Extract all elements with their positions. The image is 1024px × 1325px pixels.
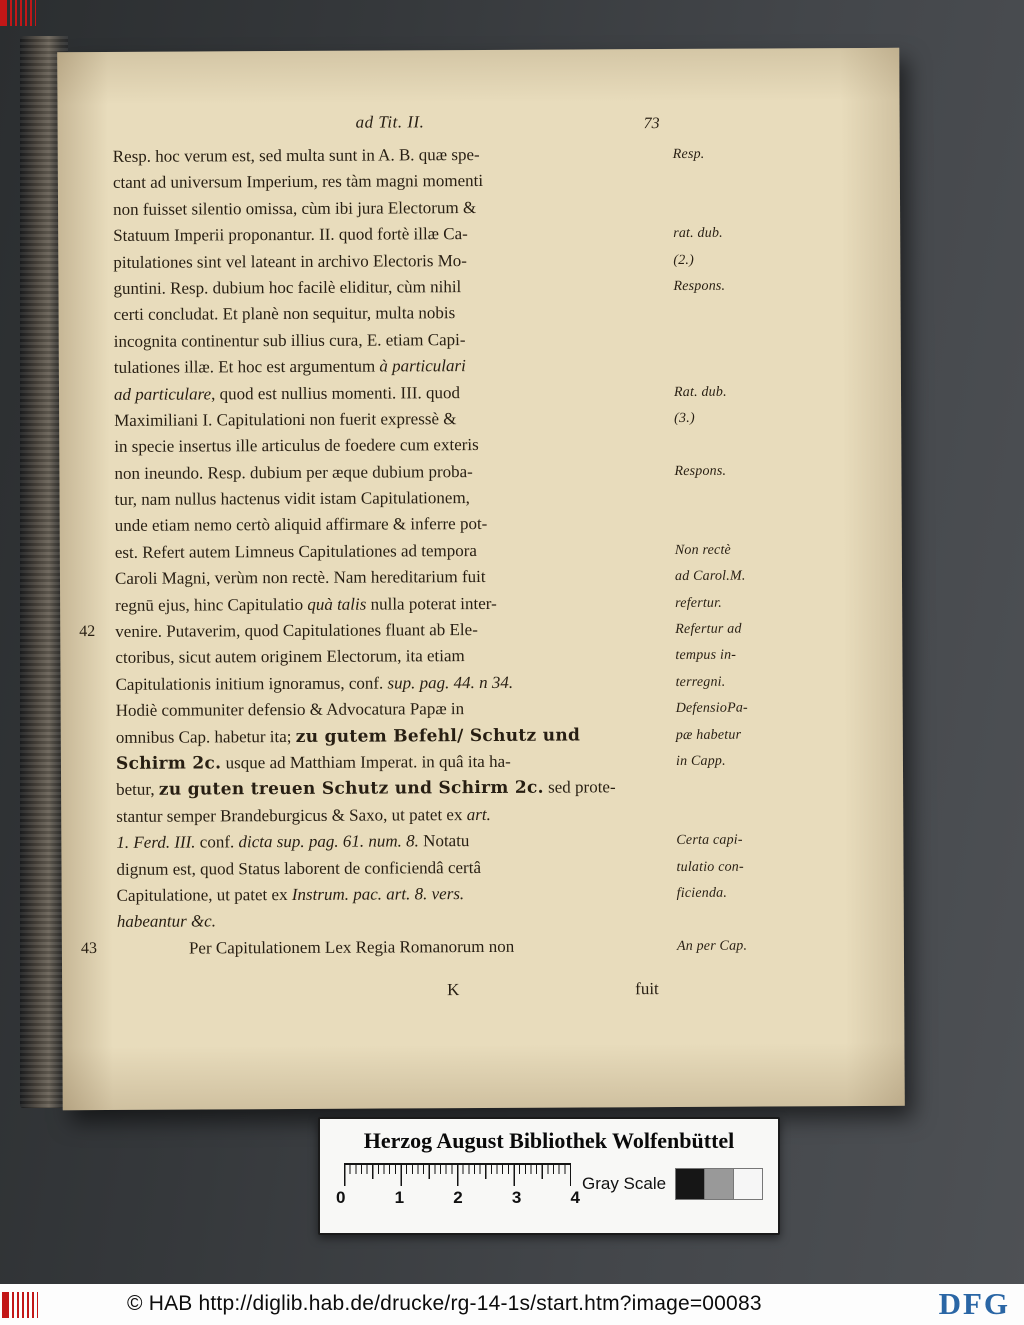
gray-scale-swatch	[733, 1168, 763, 1200]
margin-note: ad Carol.M.	[674, 568, 746, 585]
text-line	[114, 537, 732, 566]
text-line	[116, 880, 728, 909]
line-text: dignum est, quod Status laborent de conficiendâ certâ	[116, 857, 482, 879]
catchword: fuit	[635, 979, 659, 999]
line-text: est. Refert autem Limneus Capitulationes ad tempora	[114, 540, 477, 562]
gray-scale-block	[582, 1168, 763, 1200]
line-text: betur, zu guten treuen Schutz und Schirm 2c. sed prote-	[116, 777, 616, 801]
margin-note: ficienda.	[676, 885, 728, 901]
margin-line-number: 42	[79, 623, 96, 641]
text-line	[114, 458, 727, 487]
line-text: venire. Putaverim, quod Capitulationes fluant ab Ele-	[115, 620, 478, 641]
copyright-url: © HAB http://diglib.hab.de/drucke/rg-14-1s/start.htm?image=00083	[127, 1292, 762, 1315]
line-text: incognita continentur sub illius cura, E. etiam Capi-	[113, 329, 466, 351]
text-line	[113, 167, 669, 196]
margin-note: Resp.	[672, 146, 705, 162]
line-text: Resp. hoc verum est, sed multa sunt in A. B. quæ spe-	[112, 145, 480, 166]
library-name: Herzog August Bibliothek Wolfenbüttel	[363, 1128, 735, 1153]
line-text: 1. Ferd. III. conf. dicta sup. pag. 61. num. 8. Notatu	[116, 831, 470, 853]
catchword-row	[117, 979, 673, 1008]
margin-note: pæ habetur	[675, 727, 742, 743]
gray-scale-label: Gray Scale	[582, 1174, 667, 1193]
red-calibration-mark-icon	[2, 1292, 38, 1318]
margin-note: (3.)	[674, 410, 695, 426]
text-line	[114, 352, 670, 381]
text-line	[80, 933, 748, 962]
margin-note: (2.)	[673, 252, 694, 268]
text-line	[113, 379, 727, 408]
line-text: Maximiliani I. Capitulationi non fuerit expressè &	[114, 409, 457, 430]
margin-note: Respons.	[674, 463, 727, 479]
margin-note: tempus in-	[675, 648, 737, 664]
text-line	[115, 510, 671, 539]
text-lines	[79, 141, 748, 962]
gray-scale-swatch	[704, 1168, 734, 1200]
margin-note: Refertur ad	[675, 621, 742, 638]
text-line	[116, 774, 672, 803]
text-line	[114, 299, 670, 328]
book-page	[57, 48, 905, 1110]
text-line	[115, 484, 671, 513]
text-line	[115, 748, 726, 777]
ruler-number: 1	[394, 1188, 405, 1207]
line-text: tulationes illæ. Et hoc est argumentum à particulari	[113, 356, 466, 378]
line-text: Capitulatione, ut patet ex Instrum. pac. art. 8. vers.	[116, 884, 465, 905]
gray-scale-swatch	[675, 1168, 705, 1200]
line-text: certi concludat. Et planè non sequitur, multa nobis	[113, 303, 456, 325]
line-text: unde etiam nemo certò aliquid affirmare & inferre pot-	[114, 514, 488, 536]
text-line	[79, 616, 742, 645]
ruler-row	[320, 1160, 778, 1222]
margin-note: tulatio con-	[676, 859, 744, 875]
line-text: regnū ejus, hinc Capitulatio quà talis nulla poterat inter-	[115, 593, 497, 615]
line-text: Schirm 2c. usque ad Matthiam Imperat. in quâ ita ha-	[115, 751, 511, 774]
line-text: guntini. Resp. dubium hoc facilè eliditur, cùm nihil	[113, 277, 462, 298]
signature-mark: K	[447, 980, 460, 1000]
line-text: non fuisset silentio omissa, cùm ibi jura Electorum &	[113, 197, 477, 219]
margin-note: Rat. dub.	[673, 384, 727, 400]
footer-bar	[0, 1284, 1024, 1325]
line-text: ad particulare, quod est nullius momenti. III. quod	[113, 382, 461, 404]
margin-note: Non rectè	[674, 542, 732, 558]
gray-scale-swatches	[676, 1168, 763, 1200]
margin-note: An per Cap.	[676, 938, 748, 954]
text-line	[113, 220, 723, 249]
line-text: omnibus Cap. habetur ita; zu gutem Befehl/ Schutz und	[115, 725, 581, 747]
text-line	[115, 722, 742, 751]
red-calibration-mark-icon	[0, 0, 36, 26]
page-number: 73	[643, 115, 660, 133]
text-line	[115, 590, 722, 619]
margin-note: Respons.	[673, 278, 726, 294]
margin-note: DefensioPa-	[675, 700, 748, 717]
text-line	[114, 431, 670, 460]
ruler-numbers	[336, 1188, 580, 1208]
line-text: Capitulationis initium ignoramus, conf. sup. pag. 44. n 34.	[115, 672, 514, 694]
line-text: in specie insertus ille articulus de foedere cum exteris	[114, 435, 479, 457]
text-line	[115, 669, 726, 698]
line-text: pitulationes sint vel lateant in archivo Electoris Mo-	[113, 250, 467, 272]
line-text: tur, nam nullus hactenus vidit istam Capitulationem,	[114, 488, 470, 509]
line-text: Per Capitulationem Lex Regia Romanorum non	[188, 936, 515, 958]
line-text: stantur semper Brandeburgicus & Saxo, ut patet ex art.	[116, 804, 491, 826]
color-scale-card	[318, 1117, 780, 1235]
ruler-number: 3	[511, 1188, 522, 1207]
line-text: non ineundo. Resp. dubium per æque dubium proba-	[114, 461, 473, 483]
text-line	[114, 563, 746, 592]
line-text: Caroli Magni, verùm non rectè. Nam hereditarium fuit	[114, 567, 486, 589]
margin-line-number: 43	[80, 939, 97, 957]
ruler-ticks-icon	[344, 1163, 571, 1186]
text-line	[112, 141, 705, 170]
text-line	[113, 194, 669, 223]
line-text: ctoribus, sicut autem originem Electorum, ita etiam	[115, 646, 465, 668]
margin-note: in Capp.	[675, 753, 726, 769]
text-line	[113, 273, 726, 302]
text-line	[116, 827, 743, 856]
ruler-number: 4	[570, 1188, 580, 1207]
line-text: ctant ad universum Imperium, res tàm magni momenti	[112, 171, 484, 193]
text-line	[116, 854, 744, 883]
line-text: habeantur &c.	[116, 911, 216, 932]
margin-note: Certa capi-	[676, 832, 743, 849]
line-text: Hodiè communiter defensio & Advocatura Papæ in	[115, 699, 465, 721]
margin-note: rat. dub.	[673, 225, 723, 242]
dfg-logo: DFG	[938, 1286, 1010, 1321]
line-text: Statuum Imperii proponantur. II. quod fortè illæ Ca-	[113, 224, 468, 246]
ruler-number: 2	[453, 1188, 463, 1207]
running-title: ad Tit. II.	[355, 112, 425, 132]
text-line	[115, 695, 748, 724]
margin-note: terregni.	[675, 674, 726, 690]
text-line	[117, 906, 673, 935]
text-line	[113, 247, 694, 276]
text-line	[115, 642, 737, 671]
text-line	[114, 326, 670, 355]
margin-note: refertur.	[675, 595, 722, 611]
text-line	[114, 405, 695, 434]
ruler-number: 0	[336, 1188, 346, 1207]
text-line	[116, 801, 672, 830]
